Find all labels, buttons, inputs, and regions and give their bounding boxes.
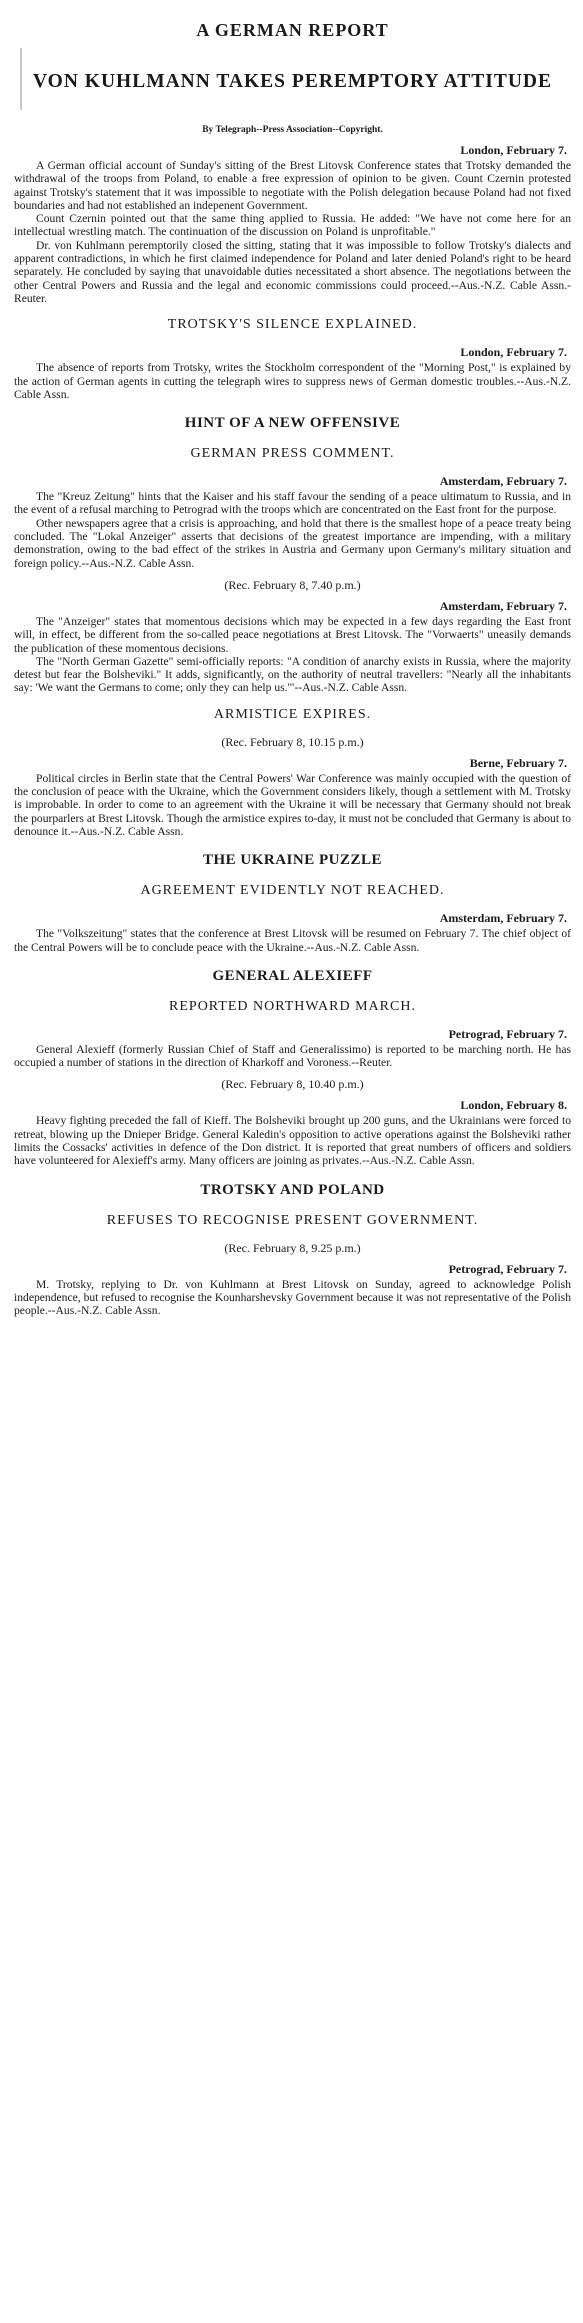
section-heading: GENERAL ALEXIEFF — [212, 967, 373, 984]
section-heading: TROTSKY AND POLAND — [200, 1181, 385, 1198]
article-section — [14, 968, 571, 1168]
section-subheading: REPORTED NORTHWARD MARCH. — [169, 998, 416, 1014]
paragraph: The absence of reports from Trotsky, writes the Stockholm correspondent of the "Morning Post," is explained by the action of German agents in cutting the telegraph wires to suppress news of German domestic troubles.--Aus.-N.Z. Cable Assn. — [14, 361, 571, 401]
paragraph: The "Anzeiger" states that momentous decisions which may be expected in a few days regarding the East front will, in effect, be different from the so-called peace negotiations at Brest Litovsk. The "Vorwaerts" uneasily demands the publication of these momentous decisions. — [14, 614, 571, 655]
dateline: Berne, February 7. — [469, 755, 567, 770]
section-subheading: REFUSES TO RECOGNISE PRESENT GOVERNMENT. — [106, 1212, 479, 1228]
article-section — [14, 852, 571, 954]
dateline: Petrograd, February 7. — [448, 1026, 567, 1041]
paragraph: Dr. von Kuhlmann peremptorily closed the sitting, stating that it was impossible to follow Trotsky's dialects and apparent contradictions, in which he first claimed independence for Poland and later denied Poland's right to be heard separately. He concluded by saying that unavoidable duties necessitated a short absence. The negotiations between the other Central Powers and Russia and the legal and economic commissions could proceed.--Aus.-N.Z. Cable Assn.-Reuter. — [14, 238, 571, 305]
dateline: London, February 7. — [460, 345, 567, 360]
received-time: (Rec. February 8, 10.40 p.m.) — [221, 1077, 364, 1092]
section-subheading: AGREEMENT EVIDENTLY NOT REACHED. — [140, 883, 445, 899]
paragraph: M. Trotsky, replying to Dr. von Kuhlmann at Brest Litovsk on Sunday, agreed to acknowledge Polish independence, but refused to recognise the Kounharshevsky Government because it was not representative of the Polish people.--Aus.-N.Z. Cable Assn. — [14, 1277, 571, 1318]
dateline: Amsterdam, February 7. — [439, 474, 567, 489]
dateline: Amsterdam, February 7. — [439, 911, 567, 926]
received-time: (Rec. February 8, 7.40 p.m.) — [224, 577, 361, 592]
article-section — [14, 415, 571, 695]
section-heading: THE UKRAINE PUZZLE — [202, 852, 383, 869]
received-time: (Rec. February 8, 10.15 p.m.) — [221, 734, 364, 749]
paragraph: General Alexieff (formerly Russian Chief of Staff and Generalissimo) is reported to be marching north. He has occupied a number of stations in the direction of Kharkoff and Voroness.--Reuter. — [14, 1042, 571, 1070]
section-subheading: TROTSKY'S SILENCE EXPLAINED. — [167, 317, 418, 333]
article-section — [14, 707, 571, 838]
paragraph: Heavy fighting preceded the fall of Kieff. The Bolsheviki brought up 200 guns, and the Ukrainians were forced to retreat, blowing up the Dnieper Bridge. General Kaledin's opposition to active operations against the Bolsheviki rather limits the Cossacks' activities in defence of the Don district. It is reported that great numbers of officers and soldiers have volunteered for Alexieff's army. Many officers are joining as privates.--Aus.-N.Z. Cable Assn. — [14, 1114, 571, 1168]
column-rule — [20, 48, 22, 110]
dateline: London, February 8. — [460, 1098, 567, 1113]
byline: By Telegraph--Press Association--Copyright. — [202, 125, 383, 135]
paragraph: The "Kreuz Zeitung" hints that the Kaiser and his staff favour the sending of a peace ultimatum to Russia, and in the event of a refusal marching to Petrograd with the troops which are concentrated on the East front for the purpose. — [14, 490, 571, 517]
paragraph: A German official account of Sunday's sitting of the Brest Litovsk Conference states that Trotsky demanded the withdrawal of the troops from Poland, to enable a free expression of opinion to be given. Count Czernin protested against Trotsky's statement that it was impossible to negotiate with the Polish delegation because Poland had not fixed boundaries and had not established an indepenent Government. — [14, 159, 571, 212]
section-heading: HINT OF A NEW OFFENSIVE — [184, 415, 401, 432]
dateline: London, February 7. — [460, 143, 567, 157]
paragraph: Count Czernin pointed out that the same thing applied to Russia. He added: "We have not come here for an intellectual wrestling match. The continuation of the discussion on Poland is unprofitable." — [14, 212, 571, 239]
section-subheading: ARMISTICE EXPIRES. — [213, 706, 372, 722]
dateline: Petrograd, February 7. — [448, 1261, 567, 1276]
dateline: Amsterdam, February 7. — [439, 598, 567, 613]
paragraph: The "North German Gazette" semi-officially reports: "A condition of anarchy exists in Russia, where the majority detest but fear the Bolsheviki." It adds, significantly, on the authority of neutral travellers: "Nearly all the inhabitants say: 'We want the Germans to come; only they can help us.'"--Aus.-N.Z. Cable Assn. — [14, 654, 571, 695]
article-section — [14, 143, 571, 305]
paragraph: Political circles in Berlin state that the Central Powers' War Conference was mainly occupied with the question of the conclusion of peace with the Ukraine, which the Government considers likely, though a settlement with M. Trotsky is improbable. In order to come to an agreement with the Ukraine it will be necessary that Germany should not break the pourparlers at Brest Litovsk. Though the armistice expires to-day, it must not be concluded that Germany is about to denounce it.--Aus.-N.Z. Cable Assn. — [14, 771, 571, 838]
section-subheading: GERMAN PRESS COMMENT. — [190, 446, 395, 462]
paragraph: Other newspapers agree that a crisis is approaching, and hold that there is the smallest hope of a peace treaty being concluded. The "Lokal Anzeiger" asserts that decisions of the greatest importance are impending, with a military demonstration, owing to the bad effect of the strikes in Austria and Germany upon Germany's military situation and foreign policy.--Aus.-N.Z. Cable Assn. — [14, 516, 571, 570]
main-heading: A GERMAN REPORT — [196, 20, 389, 40]
article-section — [14, 317, 571, 401]
paragraph: The "Volkszeitung" states that the conference at Brest Litovsk will be resumed on February 7. The chief object of the Central Powers will be to conclude peace with the Ukraine.--Aus.-N.Z. Cable Assn. — [14, 927, 571, 954]
received-time: (Rec. February 8, 9.25 p.m.) — [224, 1240, 361, 1255]
sub-heading: VON KUHLMANN TAKES PEREMPTORY ATTITUDE — [32, 71, 553, 92]
article-section — [14, 1182, 571, 1318]
sections-container — [14, 143, 571, 1317]
